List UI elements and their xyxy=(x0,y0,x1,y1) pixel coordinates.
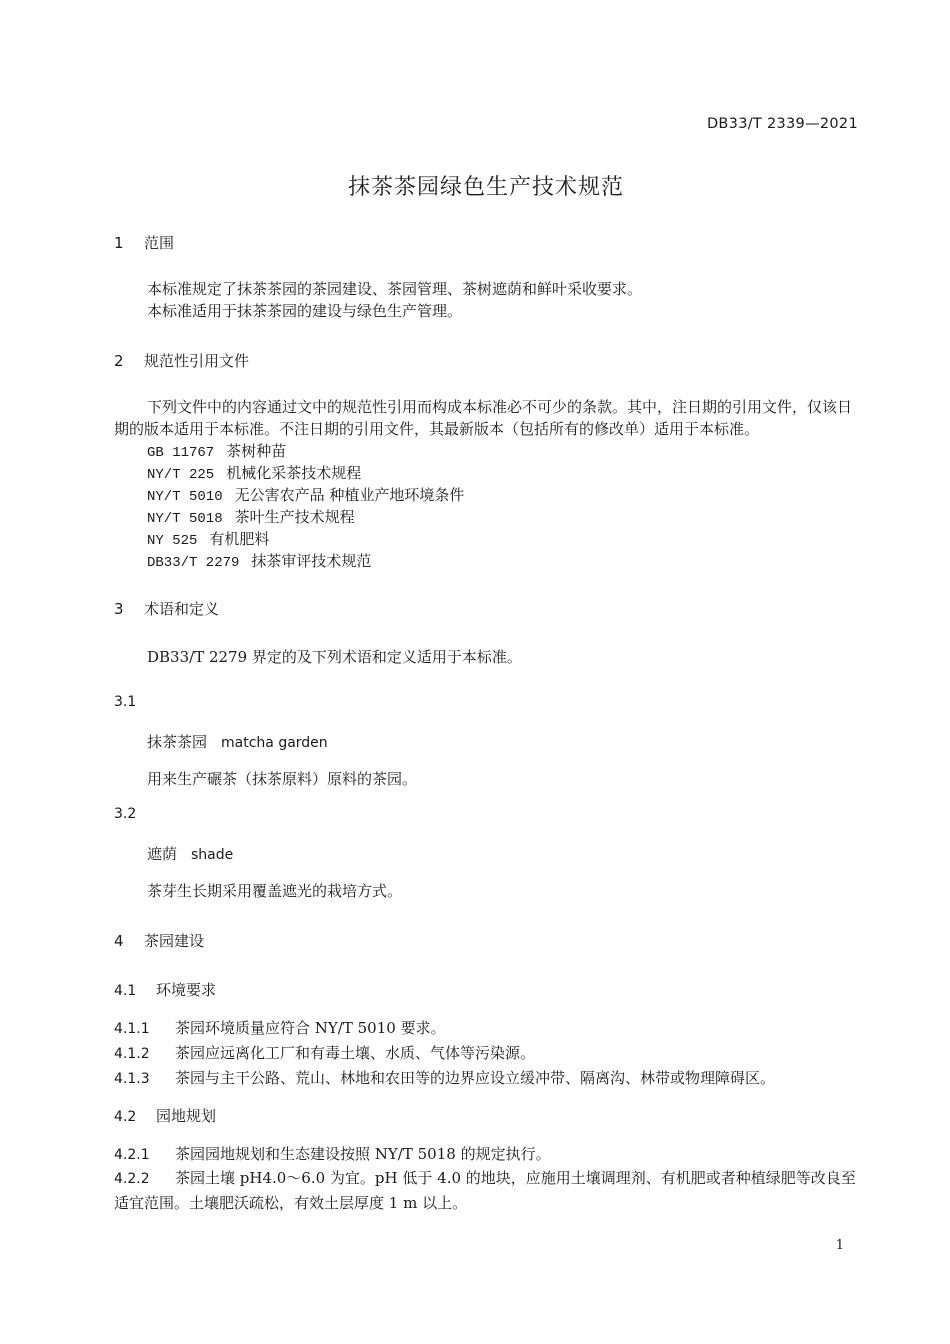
section-title: 茶园建设 xyxy=(144,932,205,950)
section-number: 4 xyxy=(114,932,124,950)
subsection-heading-environment xyxy=(114,979,216,1000)
reference-code: NY/T 225 xyxy=(147,467,215,483)
section-title: 范围 xyxy=(144,234,175,252)
term-entry xyxy=(147,843,233,864)
section-heading-terms xyxy=(114,598,219,619)
reference-code: GB 11767 xyxy=(147,445,215,461)
term-chinese: 抹茶茶园 xyxy=(147,733,208,751)
paragraph: 本标准适用于抹茶茶园的建设与绿色生产管理。 xyxy=(147,302,463,320)
term-number: 3.2 xyxy=(114,806,137,822)
paragraph: DB33/T 2279 界定的及下列术语和定义适用于本标准。 xyxy=(147,648,522,666)
reference-item xyxy=(147,462,361,483)
clause-number: 4.2.1 xyxy=(114,1147,150,1163)
reference-item xyxy=(147,440,286,461)
clause xyxy=(114,1166,859,1215)
clause-text: 茶园与主干公路、荒山、林地和农田等的边界应设立缓冲带、隔离沟、林带或物理障碍区。 xyxy=(175,1069,776,1087)
term-english: matcha garden xyxy=(221,735,328,751)
clause-text: 茶园园地规划和生态建设按照 NY/T 5018 的规定执行。 xyxy=(175,1145,551,1163)
subsection-heading-land-planning xyxy=(114,1105,216,1126)
clause-text: 茶园应远离化工厂和有毒土壤、水质、气体等污染源。 xyxy=(175,1044,536,1062)
subsection-title: 园地规划 xyxy=(156,1107,217,1125)
clause-text: 茶园环境质量应符合 NY/T 5010 要求。 xyxy=(175,1019,446,1037)
subsection-number: 4.2 xyxy=(114,1109,137,1125)
clause xyxy=(114,1017,446,1038)
term-english: shade xyxy=(191,847,234,863)
term-entry xyxy=(147,731,328,752)
reference-code: NY/T 5018 xyxy=(147,511,223,527)
reference-name: 茶树种苗 xyxy=(226,442,287,460)
reference-code: DB33/T 2279 xyxy=(147,555,240,571)
section-number: 1 xyxy=(114,234,124,252)
term-definition: 茶芽生长期采用覆盖遮光的栽培方式。 xyxy=(147,882,403,900)
subsection-title: 环境要求 xyxy=(156,981,217,999)
reference-item xyxy=(147,550,371,571)
clause-number: 4.1.1 xyxy=(114,1021,150,1037)
document-title: 抹茶茶园绿色生产技术规范 xyxy=(347,175,624,200)
section-title: 术语和定义 xyxy=(144,600,220,618)
clause-number: 4.1.3 xyxy=(114,1071,150,1087)
reference-code: NY/T 5010 xyxy=(147,489,223,505)
section-number: 2 xyxy=(114,352,124,370)
reference-item xyxy=(147,506,355,527)
clause-text: 茶园土壤 pH4.0～6.0 为宜。pH 低于 4.0 的地块，应施用土壤调理剂、有机肥或者种植绿肥等改良至适宜范围。土壤肥沃疏松，有效土层厚度 1 m 以上。 xyxy=(114,1169,856,1212)
clause xyxy=(114,1143,551,1164)
term-chinese: 遮荫 xyxy=(147,845,178,863)
term-definition: 用来生产碾茶（抹茶原料）原料的茶园。 xyxy=(147,770,418,788)
clause-number: 4.1.2 xyxy=(114,1046,150,1062)
section-heading-garden-construction xyxy=(114,930,204,951)
clause-number: 4.2.2 xyxy=(114,1171,150,1187)
subsection-number: 4.1 xyxy=(114,983,137,999)
paragraph: 下列文件中的内容通过文中的规范性引用而构成本标准必不可少的条款。其中，注日期的引用文件，仅该日期的版本适用于本标准。不注日期的引用文件，其最新版本（包括所有的修改单）适用于本标准。 xyxy=(114,398,853,438)
reference-name: 抹茶审评技术规范 xyxy=(251,552,372,570)
section-heading-normative-references xyxy=(114,350,249,371)
reference-item xyxy=(147,528,269,549)
paragraph: 本标准规定了抹茶茶园的茶园建设、茶园管理、茶树遮荫和鲜叶采收要求。 xyxy=(147,280,643,298)
section-heading-scope xyxy=(114,232,174,253)
reference-code: NY 525 xyxy=(147,533,198,549)
clause xyxy=(114,1042,535,1063)
reference-name: 茶叶生产技术规程 xyxy=(234,508,355,526)
term-number: 3.1 xyxy=(114,694,137,710)
reference-name: 机械化采茶技术规程 xyxy=(226,464,362,482)
clause xyxy=(114,1067,775,1088)
standard-code: DB33/T 2339—2021 xyxy=(706,116,858,132)
reference-item xyxy=(147,484,464,505)
section-number: 3 xyxy=(114,600,124,618)
page-number: 1 xyxy=(835,1238,844,1253)
reference-name: 无公害农产品 种植业产地环境条件 xyxy=(234,486,465,504)
section-title: 规范性引用文件 xyxy=(144,352,250,370)
reference-name: 有机肥料 xyxy=(209,530,270,548)
